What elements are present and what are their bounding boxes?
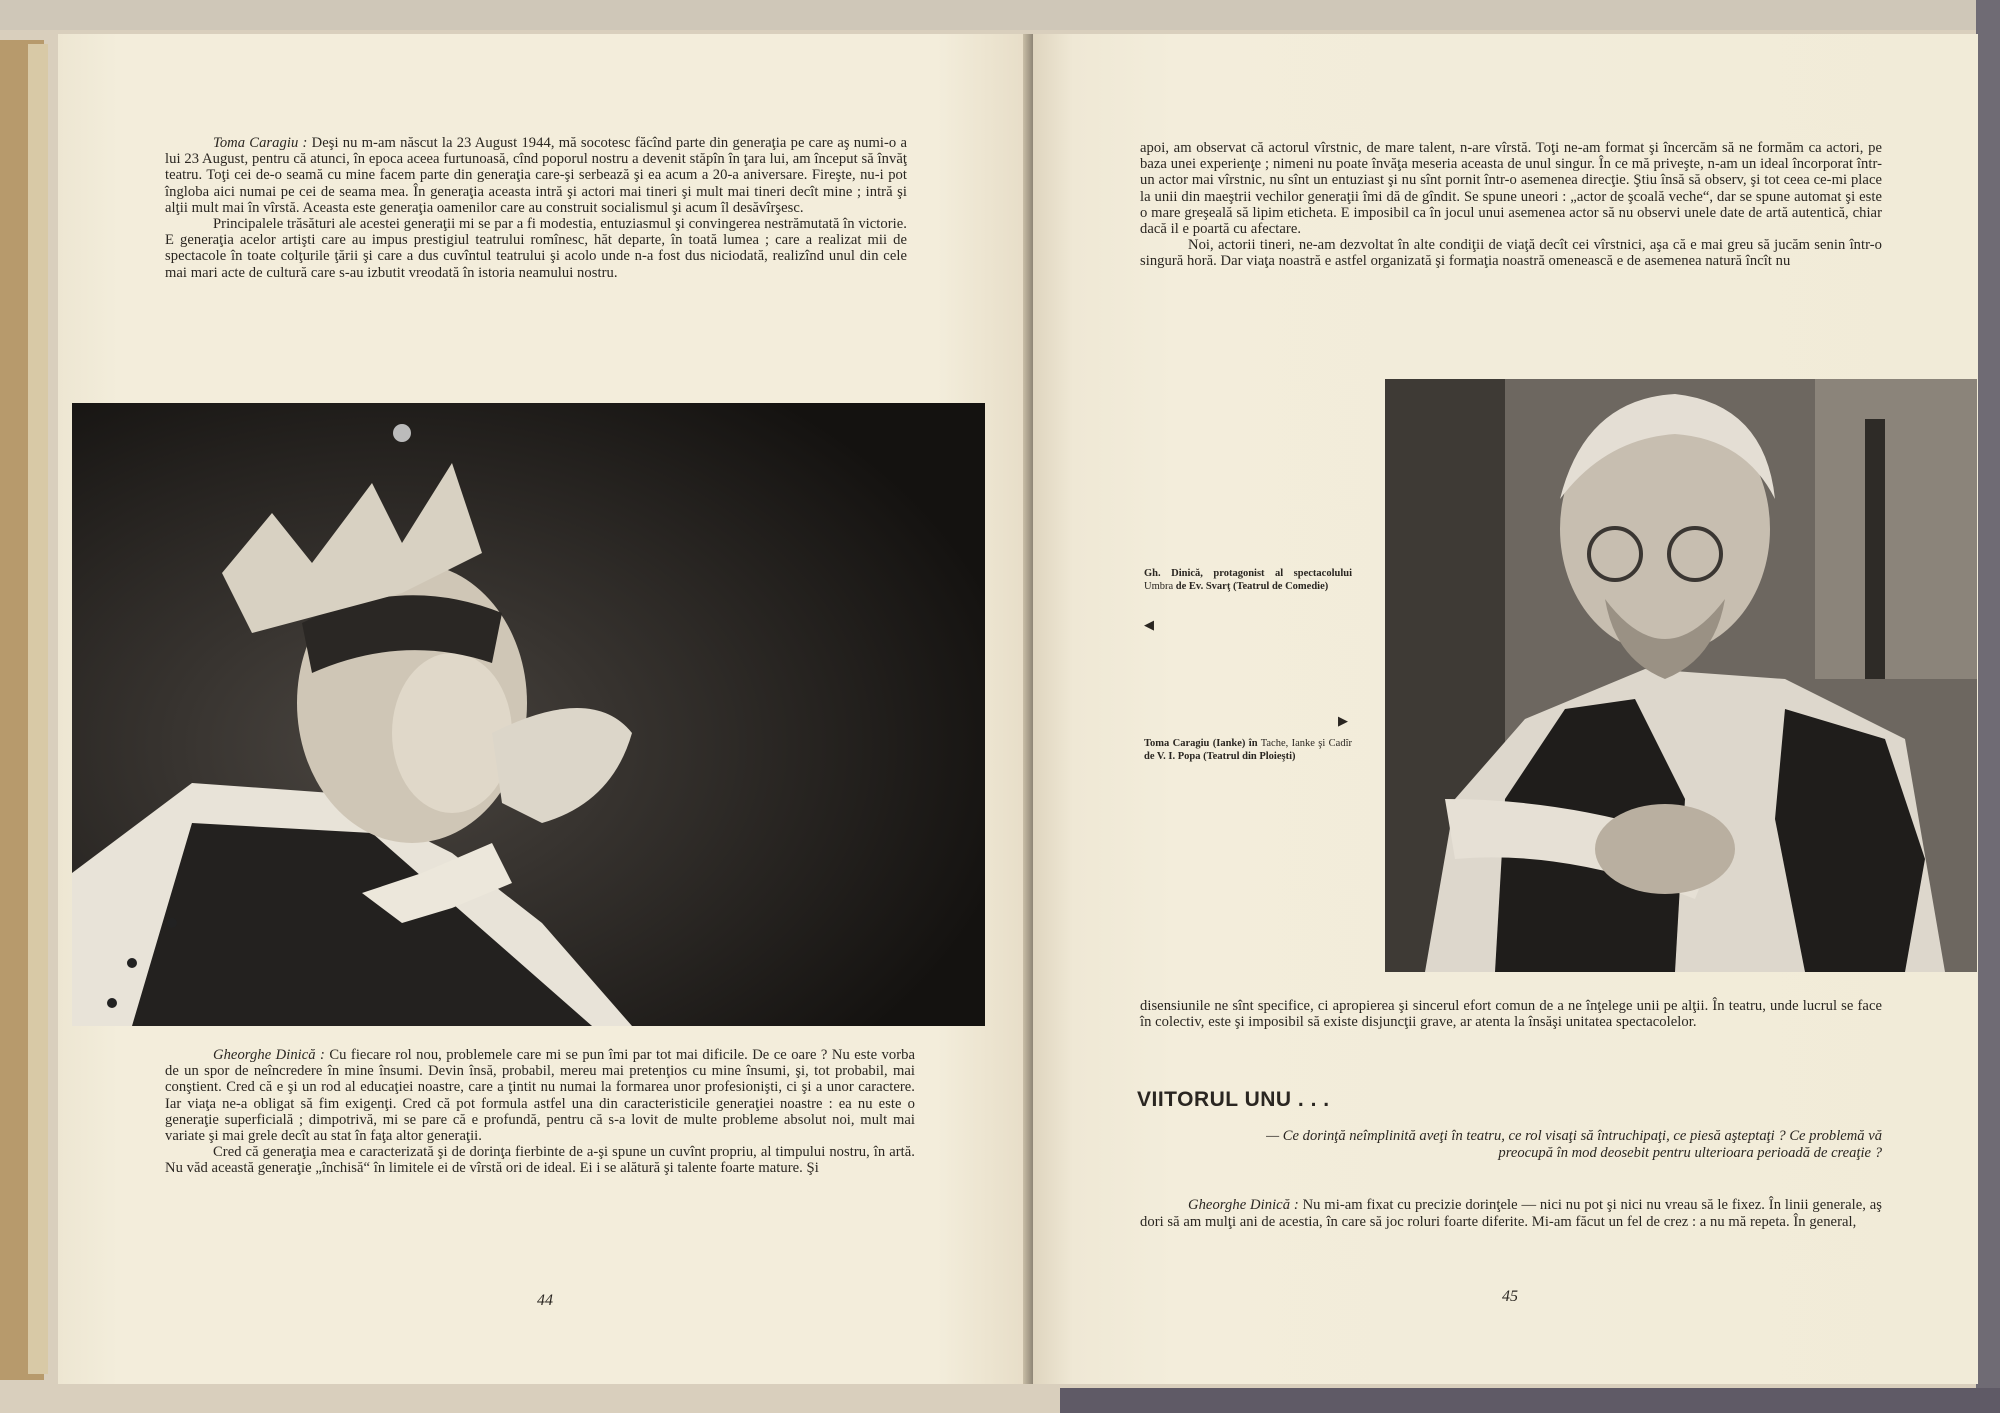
page-number-left: 44 — [537, 1292, 553, 1309]
page-stack-edge — [28, 44, 48, 1374]
paragraph: Principalele trăsături ale acestei generaţii mi se par a fi modestia, entuziasmul şi convingerea nestrămutată în victorie. E generaţia acelor artişti care au impus prestigiul teatrului romînesc, hăt departe, în toată lumea ; care a realizat mii de spectacole în toate colţurile ţării şi care a dus cuvîntul teatrului şi acolo unde n-a fost dus niciodată, realizînd unul din cele mai mari acte de cultură care s-au izbutit vreodată în istoria neamului nostru. — [165, 216, 907, 281]
left-top-text — [165, 135, 907, 281]
speaker-name: Gheorghe Dinică : — [1188, 1197, 1299, 1213]
left-bottom-text — [165, 1047, 915, 1177]
arrow-right-icon: ▶ — [1338, 713, 1348, 728]
interview-question: — Ce dorinţă neîmplinită aveţi în teatru, ce rol visaţi să întruchipaţi, ce piesă aşteptaţi ? Ce problemă vă preocupă în mod deosebit pentru ulterioara perioadă de creaţie ? — [1266, 1128, 1882, 1161]
right-top-text — [1140, 140, 1882, 270]
photo-gheorghe-dinica — [1385, 379, 1977, 972]
paragraph: Toma Caragiu : Deşi nu m-am născut la 23 August 1944, mă socotesc făcînd parte din generaţia pe care aş numi-o a lui 23 August, pentru că atunci, în epoca aceea furtunoasă, cînd poporul nostru a devenit stăpîn în ţara lui, am început să învăţ teatru. Toţi cei de-o seamă cu mine facem parte din generaţia care-şi serbează şi ea acum a 20-a aniversare. Fireşte, nu-i pot îngloba aici numai pe cei de seama mea. În generaţia aceasta intră şi actori mai tineri şi mult mai tineri decît mine ; intră şi alţii mult mai în vîrstă. Aceasta este generaţia oamenilor care au construit socialismul şi acum îl desăvîrşesc. — [165, 135, 907, 216]
paragraph: Gheorghe Dinică : Cu fiecare rol nou, problemele care mi se pun îmi par tot mai dificile. De ce oare ? Nu este vorba de un spor de neîncredere în mine însumi. Devin însă, probabil, mereu mai pretenţios cu mine însumi, şi, tot probabil, mai conştient. Cred că e şi un rod al educaţiei noastre, care a ţintit nu numai la formarea unor profesionişti, ci şi a unor caractere. Iar viaţa ne-a obligat să fim exigenţi. Cred că pot formula astfel una din caracteristicile generaţiei noastre : ea nu este o generaţie superficială ; dimpotrivă, mi se pare că e profundă, pentru că s-a lovit de multe probleme absolut noi, mult mai variate şi mai grele decît au stat în faţa altor generaţii. — [165, 1047, 915, 1145]
paragraph: Cred că generaţia mea e caracterizată şi de dorinţa fierbinte de a-şi spune un cuvînt propriu, al timpului nostru, în artă. Nu văd această generaţie „închisă“ în limitele ei de vîrstă ori de ideal. Ei i se alătură şi talente foarte mature. Şi — [165, 1144, 915, 1177]
scan-background-right — [1976, 0, 2000, 1413]
speaker-name: Gheorghe Dinică : — [213, 1047, 325, 1063]
scan-background-top — [0, 0, 2000, 30]
right-answer-text — [1140, 1197, 1882, 1231]
paragraph: Gheorghe Dinică : Nu mi-am fixat cu precizie dorinţele — nici nu pot şi nici nu vreau să le fixez. În linii generale, aş dori să am mulţi ani de acestia, în care să joc roluri foarte diferite. Mi-am făcut un fel de crez : a nu mă repeta. În general, — [1140, 1197, 1883, 1230]
paragraph: disensiunile ne sînt specifice, ci apropierea şi sincerul efort comun de a ne înţelege unii pe alţii. În teatru, unde lucrul se face în colectiv, este şi imposibil să existe disjuncţii grave, ar atenta la însăşi unitatea spectacolelor. — [1140, 998, 1882, 1031]
section-heading: VIITORUL UNU . . . — [1137, 1088, 1330, 1111]
photo-toma-caragiu — [72, 403, 985, 1026]
right-after-photo-text — [1140, 998, 1882, 1030]
speaker-name: Toma Caragiu : — [213, 135, 308, 151]
paragraph: Noi, actorii tineri, ne-am dezvoltat în alte condiţii de viaţă decît cei vîrstnici, aşa că e mai greu să jucăm senin într-o singură horă. Dar viaţa noastră e astfel organizată şi formaţia noastră omenească e de asemenea natură încît nu — [1140, 237, 1882, 270]
caption-caragiu: Toma Caragiu (Ianke) în Tache, Ianke şi Cadîr de V. I. Popa (Teatrul din Ploieşti) — [1144, 738, 1352, 762]
book-cover-bottom — [1060, 1388, 2000, 1413]
caption-dinica: Gh. Dinică, protagonist al spectacolului Umbra de Ev. Svarţ (Teatrul de Comedie) — [1144, 568, 1352, 592]
page-number-right: 45 — [1502, 1288, 1518, 1305]
paragraph: apoi, am observat că actorul vîrstnic, de mare talent, n-are vîrstă. Toţi ne-am format şi încercăm să ne formăm ca actori, pe baza unei experienţe ; nimeni nu poate învăţa meseria aceasta de unul singur. În ce mă priveşte, n-am un ideal încorporat într-un actor mai vîrstnic, nu sînt un entuziast şi nu sînt pornit într-o asemenea direcţie. Ştiu însă să observ, şi tot ceea ce-mi place la unii din maeştrii vechilor generaţii îmi dă de gîndit. Se spune uneori : „actor de şcoală veche“, dar se spune automat şi este o mare greşeală să lipim eticheta. E imposibil ca în jocul unui asemenea actor să nu observi unele date de artă autentică, chiar dacă il e poartă cu afectare. — [1140, 140, 1882, 238]
arrow-left-icon: ◀ — [1144, 617, 1154, 632]
